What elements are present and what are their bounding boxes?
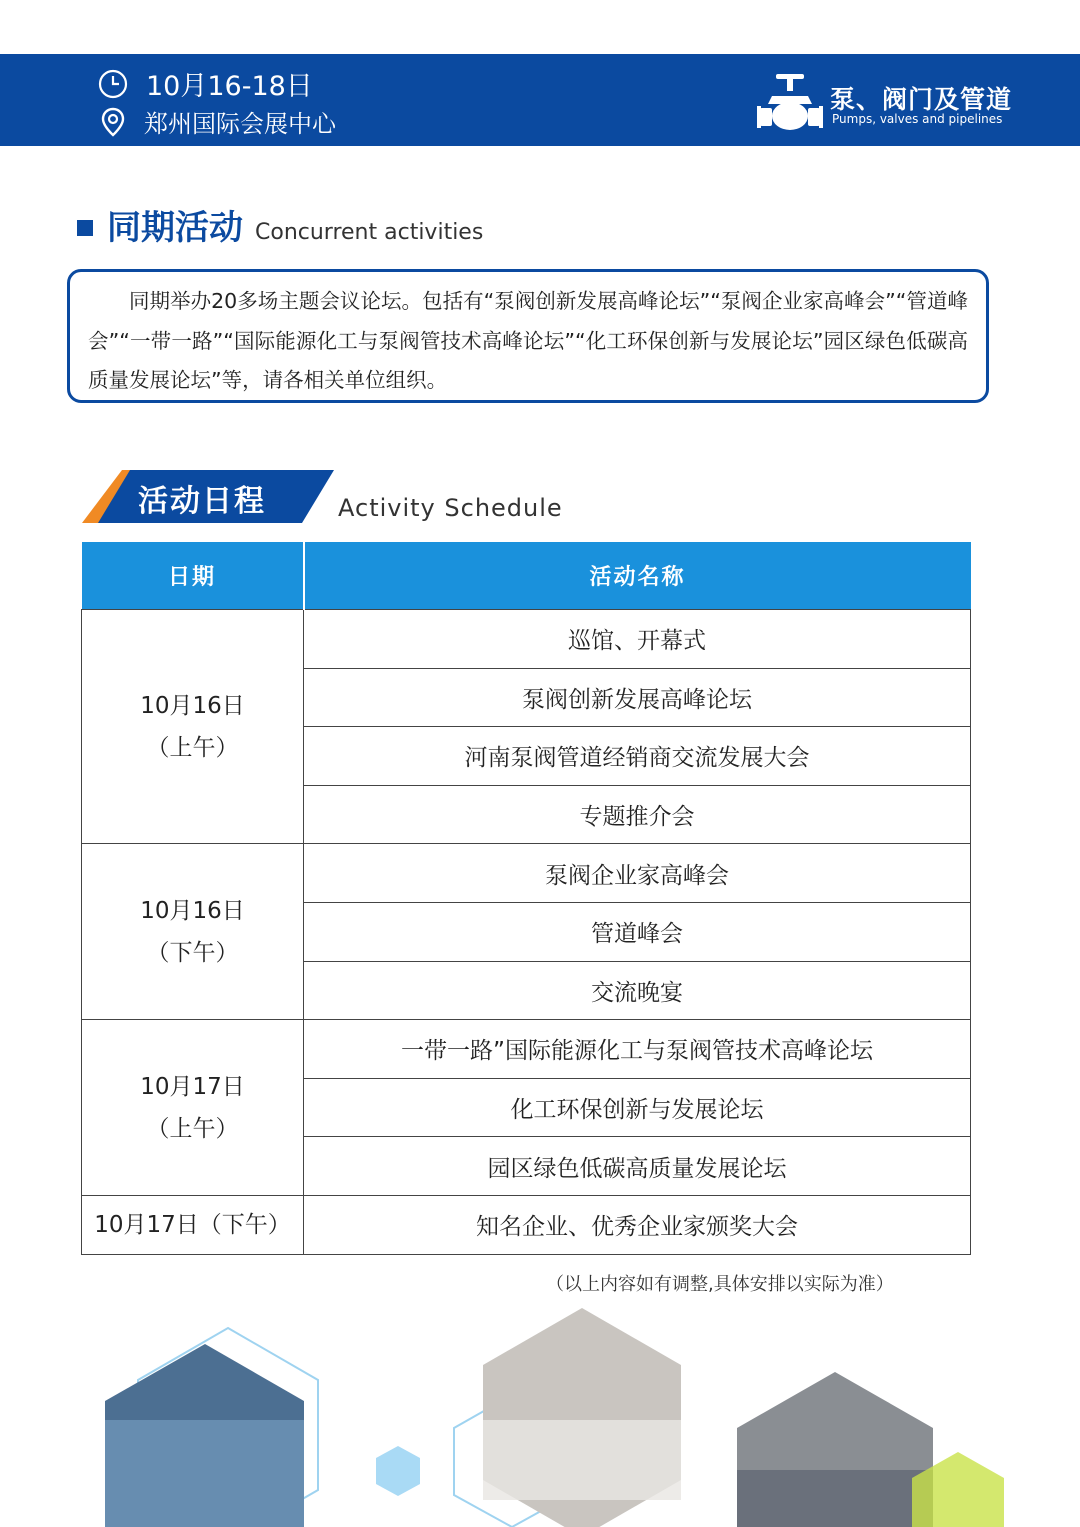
schedule-table <box>81 542 971 1255</box>
activity-cell: 交流晚宴 <box>304 961 971 1020</box>
concurrent-description-box <box>67 269 989 403</box>
photo-collage <box>0 1300 1080 1527</box>
brand-logo <box>756 70 1016 134</box>
activity-cell: 管道峰会 <box>304 902 971 961</box>
event-venue: 郑州国际会展中心 <box>144 110 336 138</box>
table-row <box>82 1195 971 1254</box>
table-row <box>82 844 971 903</box>
date-label: 10月17日 <box>140 1073 245 1100</box>
schedule-note: （以上内容如有调整,具体安排以实际为准） <box>546 1274 894 1295</box>
period-label: （上午） <box>146 1115 239 1142</box>
brand-name-zh: 泵、阀门及管道 <box>830 85 1013 114</box>
activity-cell: 泵阀企业家高峰会 <box>304 844 971 903</box>
date-label: 10月16日 <box>140 692 245 719</box>
date-cell <box>82 844 304 1020</box>
column-header-date: 日期 <box>82 542 304 610</box>
schedule-title-zh: 活动日程 <box>138 484 266 519</box>
date-cell <box>82 1020 304 1196</box>
concurrent-description: 同期举办20多场主题会议论坛。包括有“泵阀创新发展高峰论坛”“泵阀企业家高峰会”“管道峰会”“一带一路”“国际能源化工与泵阀管技术高峰论坛”“化工环保创新与发展论坛”园区绿色低碳高质量发展论坛”等，请各相关单位组织。 <box>88 289 968 392</box>
schedule-title-en: Activity Schedule <box>338 494 563 522</box>
column-header-activity: 活动名称 <box>304 542 971 610</box>
period-label: （下午） <box>146 939 239 966</box>
concurrent-section-title <box>77 208 483 248</box>
event-date: 10月16-18日 <box>146 71 313 102</box>
period-label: （上午） <box>146 734 239 761</box>
concurrent-title-en: Concurrent activities <box>255 220 484 245</box>
table-header-row <box>82 542 971 610</box>
activity-cell: 专题推介会 <box>304 785 971 844</box>
activity-cell: 巡馆、开幕式 <box>304 610 971 669</box>
location-pin-icon <box>100 107 126 137</box>
clock-icon <box>98 69 128 99</box>
date-label: 10月16日 <box>140 897 245 924</box>
activity-cell: 园区绿色低碳高质量发展论坛 <box>304 1137 971 1196</box>
event-venue-row <box>100 104 336 139</box>
activity-cell: 知名企业、优秀企业家颁奖大会 <box>304 1195 971 1254</box>
activity-cell: 一带一路”国际能源化工与泵阀管技术高峰论坛 <box>304 1020 971 1079</box>
top-banner <box>0 54 1080 146</box>
date-cell <box>82 610 304 844</box>
date-cell: 10月17日（下午） <box>82 1195 304 1254</box>
valve-logo-icon <box>756 70 824 134</box>
activity-cell: 泵阀创新发展高峰论坛 <box>304 668 971 727</box>
activity-cell: 河南泵阀管道经销商交流发展大会 <box>304 727 971 786</box>
event-date-row <box>98 64 313 103</box>
hexagon-photo-collage <box>0 1300 1080 1527</box>
schedule-section-title <box>82 470 682 526</box>
table-row <box>82 610 971 669</box>
concurrent-title-zh: 同期活动 <box>107 208 243 248</box>
table-row <box>82 1020 971 1079</box>
title-bullet-square <box>77 220 93 236</box>
brand-name-en: Pumps, valves and pipelines <box>832 112 1003 126</box>
activity-cell: 化工环保创新与发展论坛 <box>304 1078 971 1137</box>
